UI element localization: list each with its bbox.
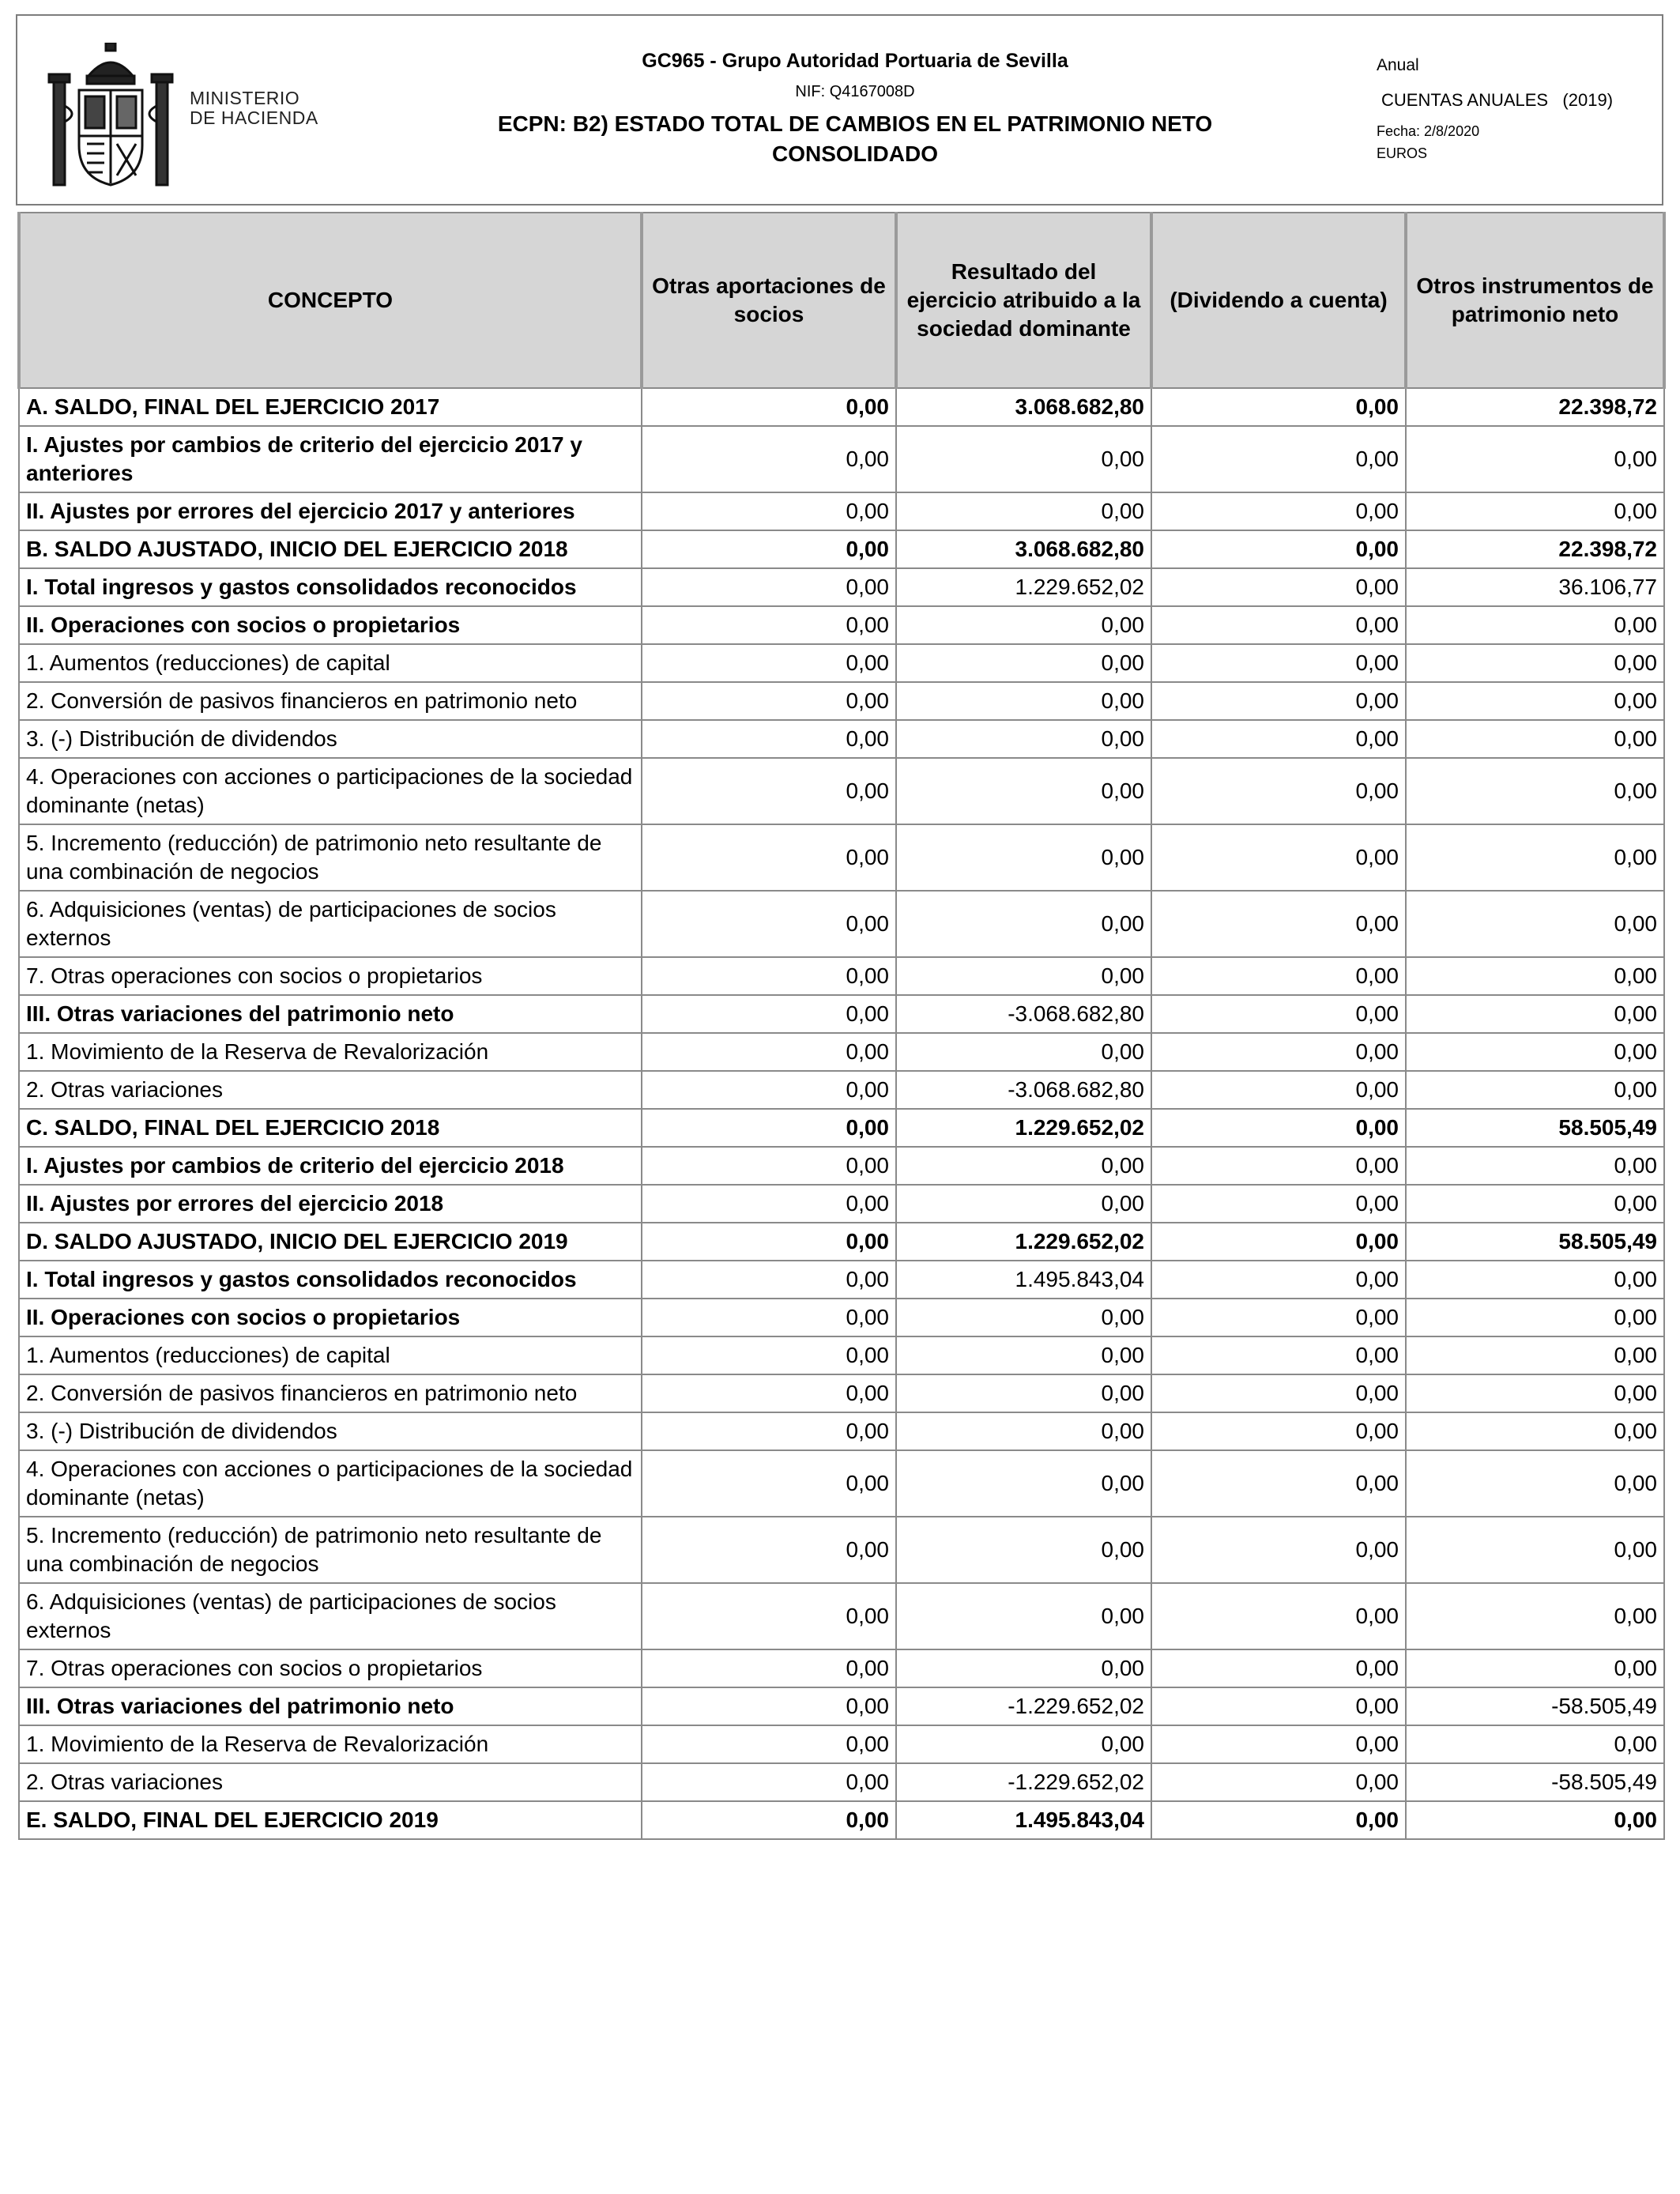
table-row <box>19 388 1664 426</box>
nif-number: NIF: Q4167008D <box>795 83 915 100</box>
cell-otras-aportaciones: 0,00 <box>642 426 896 492</box>
cell-resultado-ejercicio: 0,00 <box>896 1185 1151 1223</box>
cell-otros-instrumentos: 58.505,49 <box>1406 1109 1664 1147</box>
cell-dividendo-cuenta: 0,00 <box>1151 1583 1406 1649</box>
row-concept: II. Ajustes por errores del ejercicio 2017 y anteriores <box>19 492 642 530</box>
row-concept: E. SALDO, FINAL DEL EJERCICIO 2019 <box>19 1801 642 1839</box>
cell-otras-aportaciones: 0,00 <box>642 1223 896 1261</box>
cell-resultado-ejercicio: 0,00 <box>896 1412 1151 1450</box>
cell-resultado-ejercicio: 0,00 <box>896 1299 1151 1336</box>
row-concept: I. Ajustes por cambios de criterio del ejercicio 2018 <box>19 1147 642 1185</box>
cell-dividendo-cuenta: 0,00 <box>1151 1336 1406 1374</box>
table-row <box>19 1033 1664 1071</box>
cell-otros-instrumentos: 0,00 <box>1406 758 1664 824</box>
row-concept: 6. Adquisiciones (ventas) de participaciones de socios externos <box>19 1583 642 1649</box>
cell-otras-aportaciones: 0,00 <box>642 1374 896 1412</box>
row-concept: 3. (-) Distribución de dividendos <box>19 720 642 758</box>
organization-name: GC965 - Grupo Autoridad Portuaria de Sevilla <box>642 50 1068 72</box>
cell-resultado-ejercicio: 0,00 <box>896 1725 1151 1763</box>
cell-otros-instrumentos: -58.505,49 <box>1406 1687 1664 1725</box>
accounts-label: CUENTAS ANUALES (2019) <box>1381 90 1614 110</box>
cell-dividendo-cuenta: 0,00 <box>1151 492 1406 530</box>
cell-otras-aportaciones: 0,00 <box>642 1033 896 1071</box>
cell-otras-aportaciones: 0,00 <box>642 1336 896 1374</box>
row-concept: B. SALDO AJUSTADO, INICIO DEL EJERCICIO 2018 <box>19 530 642 568</box>
table-row <box>19 1261 1664 1299</box>
equity-changes-table <box>17 212 1666 1840</box>
cell-dividendo-cuenta: 0,00 <box>1151 1185 1406 1223</box>
cell-dividendo-cuenta: 0,00 <box>1151 995 1406 1033</box>
table-row <box>19 644 1664 682</box>
cell-dividendo-cuenta: 0,00 <box>1151 758 1406 824</box>
cell-otros-instrumentos: 0,00 <box>1406 1517 1664 1583</box>
report-title-block <box>460 47 1250 169</box>
row-concept: 2. Conversión de pasivos financieros en patrimonio neto <box>19 1374 642 1412</box>
cell-otros-instrumentos: 0,00 <box>1406 1147 1664 1185</box>
cell-otras-aportaciones: 0,00 <box>642 1517 896 1583</box>
cell-otras-aportaciones: 0,00 <box>642 1147 896 1185</box>
table-row <box>19 568 1664 606</box>
row-concept: 5. Incremento (reducción) de patrimonio neto resultante de una combinación de negocios <box>19 824 642 891</box>
cell-otros-instrumentos: 0,00 <box>1406 644 1664 682</box>
cell-dividendo-cuenta: 0,00 <box>1151 1450 1406 1517</box>
row-concept: 6. Adquisiciones (ventas) de participaciones de socios externos <box>19 891 642 957</box>
cell-dividendo-cuenta: 0,00 <box>1151 426 1406 492</box>
cell-otras-aportaciones: 0,00 <box>642 530 896 568</box>
cell-otras-aportaciones: 0,00 <box>642 995 896 1033</box>
table-row <box>19 1687 1664 1725</box>
cell-otros-instrumentos: 0,00 <box>1406 891 1664 957</box>
cell-otras-aportaciones: 0,00 <box>642 720 896 758</box>
row-concept: II. Ajustes por errores del ejercicio 2018 <box>19 1185 642 1223</box>
cell-dividendo-cuenta: 0,00 <box>1151 1801 1406 1839</box>
period-label: Anual <box>1377 56 1419 74</box>
table-row <box>19 1583 1664 1649</box>
cell-dividendo-cuenta: 0,00 <box>1151 1374 1406 1412</box>
cell-otros-instrumentos: 0,00 <box>1406 1185 1664 1223</box>
cell-otros-instrumentos: 36.106,77 <box>1406 568 1664 606</box>
table-row <box>19 957 1664 995</box>
cell-resultado-ejercicio: 0,00 <box>896 682 1151 720</box>
cell-otros-instrumentos: 0,00 <box>1406 1412 1664 1450</box>
cell-resultado-ejercicio: 0,00 <box>896 1374 1151 1412</box>
cell-resultado-ejercicio: 0,00 <box>896 1450 1151 1517</box>
cell-otros-instrumentos: 22.398,72 <box>1406 530 1664 568</box>
cell-dividendo-cuenta: 0,00 <box>1151 606 1406 644</box>
cell-resultado-ejercicio: -3.068.682,80 <box>896 995 1151 1033</box>
cell-otros-instrumentos: 0,00 <box>1406 1374 1664 1412</box>
cell-resultado-ejercicio: 1.495.843,04 <box>896 1261 1151 1299</box>
ministry-line-2: DE HACIENDA <box>190 107 318 128</box>
cell-otras-aportaciones: 0,00 <box>642 1261 896 1299</box>
table-row <box>19 891 1664 957</box>
cell-resultado-ejercicio: 0,00 <box>896 957 1151 995</box>
table-row <box>19 1223 1664 1261</box>
cell-resultado-ejercicio: 3.068.682,80 <box>896 530 1151 568</box>
report-header <box>16 14 1663 205</box>
cell-otros-instrumentos: 0,00 <box>1406 1033 1664 1071</box>
cell-otros-instrumentos: 0,00 <box>1406 1299 1664 1336</box>
report-title-line-1: ECPN: B2) ESTADO TOTAL DE CAMBIOS EN EL PATRIMONIO NETO <box>497 111 1213 136</box>
cell-resultado-ejercicio: 0,00 <box>896 758 1151 824</box>
cell-dividendo-cuenta: 0,00 <box>1151 1261 1406 1299</box>
cell-otros-instrumentos: 0,00 <box>1406 1450 1664 1517</box>
row-concept: I. Total ingresos y gastos consolidados reconocidos <box>19 1261 642 1299</box>
report-title <box>460 109 1250 169</box>
row-concept: I. Ajustes por cambios de criterio del ejercicio 2017 y anteriores <box>19 426 642 492</box>
cell-otros-instrumentos: 0,00 <box>1406 995 1664 1033</box>
table-row <box>19 1412 1664 1450</box>
cell-otros-instrumentos: -58.505,49 <box>1406 1763 1664 1801</box>
cell-dividendo-cuenta: 0,00 <box>1151 891 1406 957</box>
cell-dividendo-cuenta: 0,00 <box>1151 720 1406 758</box>
cell-resultado-ejercicio: 0,00 <box>896 1649 1151 1687</box>
cell-dividendo-cuenta: 0,00 <box>1151 1223 1406 1261</box>
table-row <box>19 758 1664 824</box>
cell-dividendo-cuenta: 0,00 <box>1151 644 1406 682</box>
table-row <box>19 1450 1664 1517</box>
row-concept: 3. (-) Distribución de dividendos <box>19 1412 642 1450</box>
cell-otros-instrumentos: 0,00 <box>1406 1261 1664 1299</box>
cell-resultado-ejercicio: 0,00 <box>896 824 1151 891</box>
report-meta <box>1377 54 1661 163</box>
cell-otras-aportaciones: 0,00 <box>642 1071 896 1109</box>
cell-dividendo-cuenta: 0,00 <box>1151 1109 1406 1147</box>
column-header-concepto: CONCEPTO <box>19 213 642 388</box>
cell-resultado-ejercicio: 0,00 <box>896 1517 1151 1583</box>
cell-dividendo-cuenta: 0,00 <box>1151 1517 1406 1583</box>
cell-resultado-ejercicio: -1.229.652,02 <box>896 1687 1151 1725</box>
cell-resultado-ejercicio: 1.229.652,02 <box>896 568 1151 606</box>
table-row <box>19 1763 1664 1801</box>
cell-otros-instrumentos: 58.505,49 <box>1406 1223 1664 1261</box>
row-concept: II. Operaciones con socios o propietarios <box>19 606 642 644</box>
row-concept: 1. Aumentos (reducciones) de capital <box>19 1336 642 1374</box>
cell-resultado-ejercicio: 1.495.843,04 <box>896 1801 1151 1839</box>
row-concept: 2. Otras variaciones <box>19 1071 642 1109</box>
table-row <box>19 606 1664 644</box>
cell-resultado-ejercicio: 0,00 <box>896 1583 1151 1649</box>
ministry-name <box>190 89 318 128</box>
cell-resultado-ejercicio: 0,00 <box>896 1033 1151 1071</box>
row-concept: 4. Operaciones con acciones o participaciones de la sociedad dominante (netas) <box>19 758 642 824</box>
cell-resultado-ejercicio: 0,00 <box>896 1336 1151 1374</box>
table-row <box>19 1649 1664 1687</box>
cell-resultado-ejercicio: 0,00 <box>896 1147 1151 1185</box>
cell-otras-aportaciones: 0,00 <box>642 644 896 682</box>
cell-otras-aportaciones: 0,00 <box>642 1725 896 1763</box>
row-concept: II. Operaciones con socios o propietarios <box>19 1299 642 1336</box>
cell-otros-instrumentos: 0,00 <box>1406 606 1664 644</box>
cell-otros-instrumentos: 0,00 <box>1406 1725 1664 1763</box>
row-concept: 1. Movimiento de la Reserva de Revalorización <box>19 1033 642 1071</box>
cell-dividendo-cuenta: 0,00 <box>1151 1071 1406 1109</box>
cell-dividendo-cuenta: 0,00 <box>1151 1763 1406 1801</box>
row-concept: 1. Aumentos (reducciones) de capital <box>19 644 642 682</box>
cell-otros-instrumentos: 0,00 <box>1406 1336 1664 1374</box>
cell-otros-instrumentos: 0,00 <box>1406 426 1664 492</box>
cell-resultado-ejercicio: 0,00 <box>896 720 1151 758</box>
cell-dividendo-cuenta: 0,00 <box>1151 1147 1406 1185</box>
table-row <box>19 492 1664 530</box>
cell-otros-instrumentos: 0,00 <box>1406 492 1664 530</box>
coat-of-arms-icon <box>47 43 174 193</box>
cell-dividendo-cuenta: 0,00 <box>1151 957 1406 995</box>
column-header-otros-instrumentos: Otros instrumentos de patrimonio neto <box>1406 213 1664 388</box>
cell-dividendo-cuenta: 0,00 <box>1151 1687 1406 1725</box>
row-concept: III. Otras variaciones del patrimonio neto <box>19 1687 642 1725</box>
cell-otras-aportaciones: 0,00 <box>642 1583 896 1649</box>
row-concept: D. SALDO AJUSTADO, INICIO DEL EJERCICIO 2019 <box>19 1223 642 1261</box>
row-concept: A. SALDO, FINAL DEL EJERCICIO 2017 <box>19 388 642 426</box>
table-row <box>19 1299 1664 1336</box>
cell-otras-aportaciones: 0,00 <box>642 891 896 957</box>
row-concept: C. SALDO, FINAL DEL EJERCICIO 2018 <box>19 1109 642 1147</box>
table-row <box>19 1109 1664 1147</box>
table-body <box>19 388 1664 1839</box>
cell-resultado-ejercicio: 1.229.652,02 <box>896 1223 1151 1261</box>
row-concept: III. Otras variaciones del patrimonio neto <box>19 995 642 1033</box>
table-row <box>19 1374 1664 1412</box>
cell-otras-aportaciones: 0,00 <box>642 824 896 891</box>
table-row <box>19 1517 1664 1583</box>
cell-dividendo-cuenta: 0,00 <box>1151 1299 1406 1336</box>
cell-dividendo-cuenta: 0,00 <box>1151 1649 1406 1687</box>
cell-otras-aportaciones: 0,00 <box>642 1109 896 1147</box>
column-header-dividendo-cuenta: (Dividendo a cuenta) <box>1151 213 1406 388</box>
row-concept: 4. Operaciones con acciones o participaciones de la sociedad dominante (netas) <box>19 1450 642 1517</box>
cell-otros-instrumentos: 0,00 <box>1406 957 1664 995</box>
cell-resultado-ejercicio: 0,00 <box>896 492 1151 530</box>
cell-dividendo-cuenta: 0,00 <box>1151 824 1406 891</box>
row-concept: 7. Otras operaciones con socios o propietarios <box>19 957 642 995</box>
table-row <box>19 824 1664 891</box>
cell-dividendo-cuenta: 0,00 <box>1151 1033 1406 1071</box>
cell-otros-instrumentos: 0,00 <box>1406 682 1664 720</box>
row-concept: 1. Movimiento de la Reserva de Revalorización <box>19 1725 642 1763</box>
cell-otros-instrumentos: 0,00 <box>1406 824 1664 891</box>
cell-otras-aportaciones: 0,00 <box>642 1687 896 1725</box>
cell-otras-aportaciones: 0,00 <box>642 388 896 426</box>
cell-resultado-ejercicio: 0,00 <box>896 426 1151 492</box>
currency-label: EUROS <box>1377 145 1428 161</box>
row-concept: 7. Otras operaciones con socios o propietarios <box>19 1649 642 1687</box>
cell-resultado-ejercicio: 3.068.682,80 <box>896 388 1151 426</box>
cell-otras-aportaciones: 0,00 <box>642 1299 896 1336</box>
date-label: Fecha: 2/8/2020 <box>1377 123 1480 139</box>
cell-dividendo-cuenta: 0,00 <box>1151 682 1406 720</box>
cell-dividendo-cuenta: 0,00 <box>1151 1412 1406 1450</box>
cell-resultado-ejercicio: 0,00 <box>896 606 1151 644</box>
cell-otros-instrumentos: 0,00 <box>1406 1649 1664 1687</box>
cell-dividendo-cuenta: 0,00 <box>1151 568 1406 606</box>
table-row <box>19 720 1664 758</box>
cell-resultado-ejercicio: 1.229.652,02 <box>896 1109 1151 1147</box>
cell-otras-aportaciones: 0,00 <box>642 606 896 644</box>
row-concept: 5. Incremento (reducción) de patrimonio neto resultante de una combinación de negocios <box>19 1517 642 1583</box>
table-row <box>19 1336 1664 1374</box>
table-row <box>19 1725 1664 1763</box>
cell-otros-instrumentos: 22.398,72 <box>1406 388 1664 426</box>
cell-resultado-ejercicio: -3.068.682,80 <box>896 1071 1151 1109</box>
cell-otras-aportaciones: 0,00 <box>642 1450 896 1517</box>
cell-otras-aportaciones: 0,00 <box>642 1801 896 1839</box>
table-row <box>19 1147 1664 1185</box>
cell-otros-instrumentos: 0,00 <box>1406 1071 1664 1109</box>
table-row <box>19 1801 1664 1839</box>
cell-otras-aportaciones: 0,00 <box>642 682 896 720</box>
row-concept: I. Total ingresos y gastos consolidados reconocidos <box>19 568 642 606</box>
cell-otras-aportaciones: 0,00 <box>642 492 896 530</box>
ministry-line-1: MINISTERIO <box>190 88 300 108</box>
cell-otras-aportaciones: 0,00 <box>642 568 896 606</box>
cell-otras-aportaciones: 0,00 <box>642 1649 896 1687</box>
cell-dividendo-cuenta: 0,00 <box>1151 530 1406 568</box>
cell-otras-aportaciones: 0,00 <box>642 758 896 824</box>
row-concept: 2. Conversión de pasivos financieros en patrimonio neto <box>19 682 642 720</box>
table-row <box>19 682 1664 720</box>
cell-otras-aportaciones: 0,00 <box>642 1412 896 1450</box>
table-row <box>19 1185 1664 1223</box>
cell-otros-instrumentos: 0,00 <box>1406 1801 1664 1839</box>
cell-otros-instrumentos: 0,00 <box>1406 720 1664 758</box>
cell-otras-aportaciones: 0,00 <box>642 1763 896 1801</box>
row-concept: 2. Otras variaciones <box>19 1763 642 1801</box>
cell-resultado-ejercicio: 0,00 <box>896 644 1151 682</box>
table-row <box>19 995 1664 1033</box>
column-header-resultado-ejercicio: Resultado del ejercicio atribuido a la sociedad dominante <box>896 213 1151 388</box>
cell-dividendo-cuenta: 0,00 <box>1151 388 1406 426</box>
column-header-otras-aportaciones: Otras aportaciones de socios <box>642 213 896 388</box>
cell-dividendo-cuenta: 0,00 <box>1151 1725 1406 1763</box>
cell-resultado-ejercicio: -1.229.652,02 <box>896 1763 1151 1801</box>
cell-otras-aportaciones: 0,00 <box>642 957 896 995</box>
cell-resultado-ejercicio: 0,00 <box>896 891 1151 957</box>
table-row <box>19 1071 1664 1109</box>
table-row <box>19 530 1664 568</box>
table-header-row <box>19 213 1664 388</box>
report-title-line-2: CONSOLIDADO <box>772 141 938 166</box>
table-row <box>19 426 1664 492</box>
cell-otras-aportaciones: 0,00 <box>642 1185 896 1223</box>
cell-otros-instrumentos: 0,00 <box>1406 1583 1664 1649</box>
